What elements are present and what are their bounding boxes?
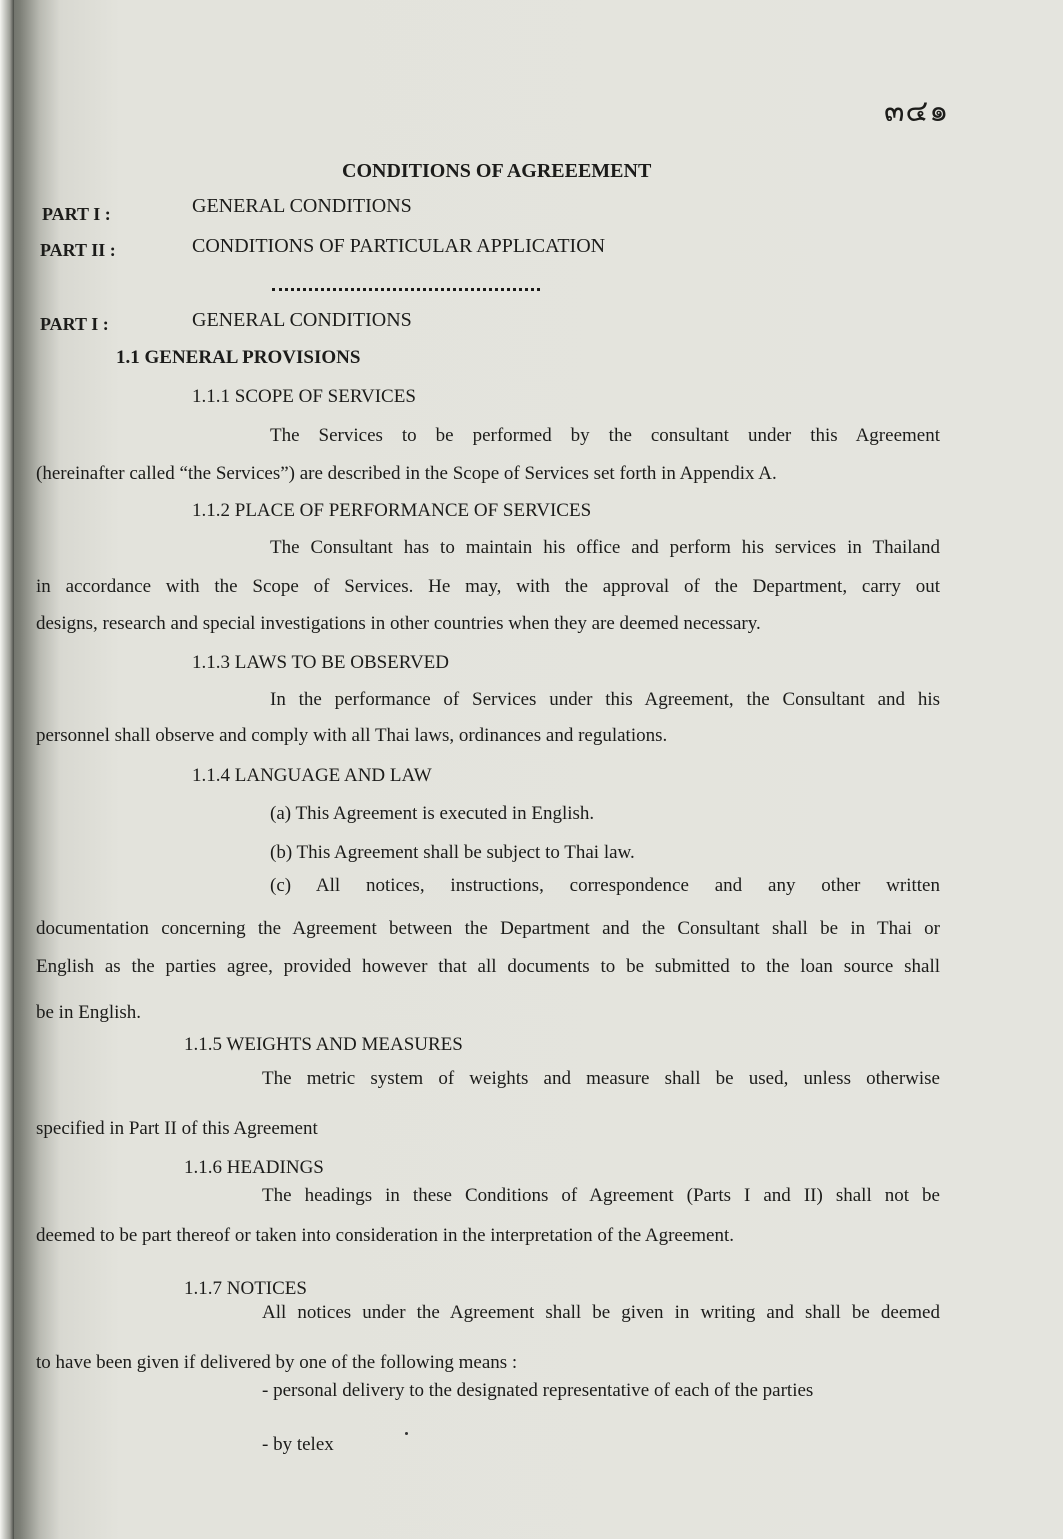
paragraph-line: to have been given if delivered by one of the following means :: [36, 1352, 518, 1373]
paragraph-line: personnel shall observe and comply with all Thai laws, ordinances and regulations.: [36, 725, 668, 746]
dotted-separator: [272, 280, 540, 291]
clause-c-line: be in English.: [36, 1002, 142, 1023]
list-item: - by telex: [262, 1434, 334, 1455]
toc-part2-title: CONDITIONS OF PARTICULAR APPLICATION: [192, 235, 606, 257]
subsection-heading-111: 1.1.1 SCOPE OF SERVICES: [192, 386, 416, 407]
section-heading: 1.1 GENERAL PROVISIONS: [116, 347, 361, 368]
paragraph-line: in accordance with the Scope of Services. He may, with the approval of the Department, carry out: [36, 576, 940, 597]
paragraph-line: The headings in these Conditions of Agreement (Parts I and II) shall not be: [262, 1185, 940, 1206]
clause-a: (a) This Agreement is executed in English.: [270, 803, 595, 824]
toc-part1-title: GENERAL CONDITIONS: [192, 195, 412, 217]
clause-c-line: English as the parties agree, provided however that all documents to be submitted to the loan source shall: [36, 956, 940, 977]
paragraph-line: deemed to be part thereof or taken into consideration in the interpretation of the Agreement.: [36, 1225, 734, 1246]
list-item: - personal delivery to the designated representative of each of the parties: [262, 1380, 814, 1401]
toc-part1-label: PART I :: [42, 204, 111, 224]
paragraph-line: (hereinafter called “the Services”) are described in the Scope of Services set forth in Appendix A.: [36, 463, 777, 484]
toc-part2-label: PART II :: [40, 240, 116, 260]
clause-b: (b) This Agreement shall be subject to Thai law.: [270, 842, 635, 863]
paragraph-line: In the performance of Services under this Agreement, the Consultant and his: [270, 689, 940, 710]
part1-title: GENERAL CONDITIONS: [192, 309, 412, 331]
paragraph-line: designs, research and special investigations in other countries when they are deemed necessary.: [36, 613, 761, 634]
paragraph-line: The metric system of weights and measure shall be used, unless otherwise: [262, 1068, 940, 1089]
paragraph-line: The Services to be performed by the consultant under this Agreement: [270, 425, 940, 446]
subsection-heading-117: 1.1.7 NOTICES: [184, 1278, 307, 1299]
subsection-heading-114: 1.1.4 LANGUAGE AND LAW: [192, 765, 432, 786]
paragraph-line: All notices under the Agreement shall be given in writing and shall be deemed: [262, 1302, 940, 1323]
clause-c-line: (c) All notices, instructions, correspondence and any other written: [270, 875, 940, 896]
paragraph-line: The Consultant has to maintain his office and perform his services in Thailand: [270, 537, 940, 558]
subsection-heading-115: 1.1.5 WEIGHTS AND MEASURES: [184, 1034, 463, 1055]
clause-c-line: documentation concerning the Agreement between the Department and the Consultant shall be in Thai or: [36, 918, 940, 939]
subsection-heading-112: 1.1.2 PLACE OF PERFORMANCE OF SERVICES: [192, 500, 592, 521]
subsection-heading-113: 1.1.3 LAWS TO BE OBSERVED: [192, 652, 449, 673]
ink-speck: [405, 1432, 408, 1435]
page-number: ๓๔๑: [884, 95, 950, 128]
paragraph-line: specified in Part II of this Agreement: [36, 1118, 318, 1139]
document-title: CONDITIONS OF AGREEEMENT: [342, 160, 652, 182]
part1-label: PART I :: [40, 314, 109, 334]
book-binding: [0, 0, 14, 1539]
subsection-heading-116: 1.1.6 HEADINGS: [184, 1157, 324, 1178]
